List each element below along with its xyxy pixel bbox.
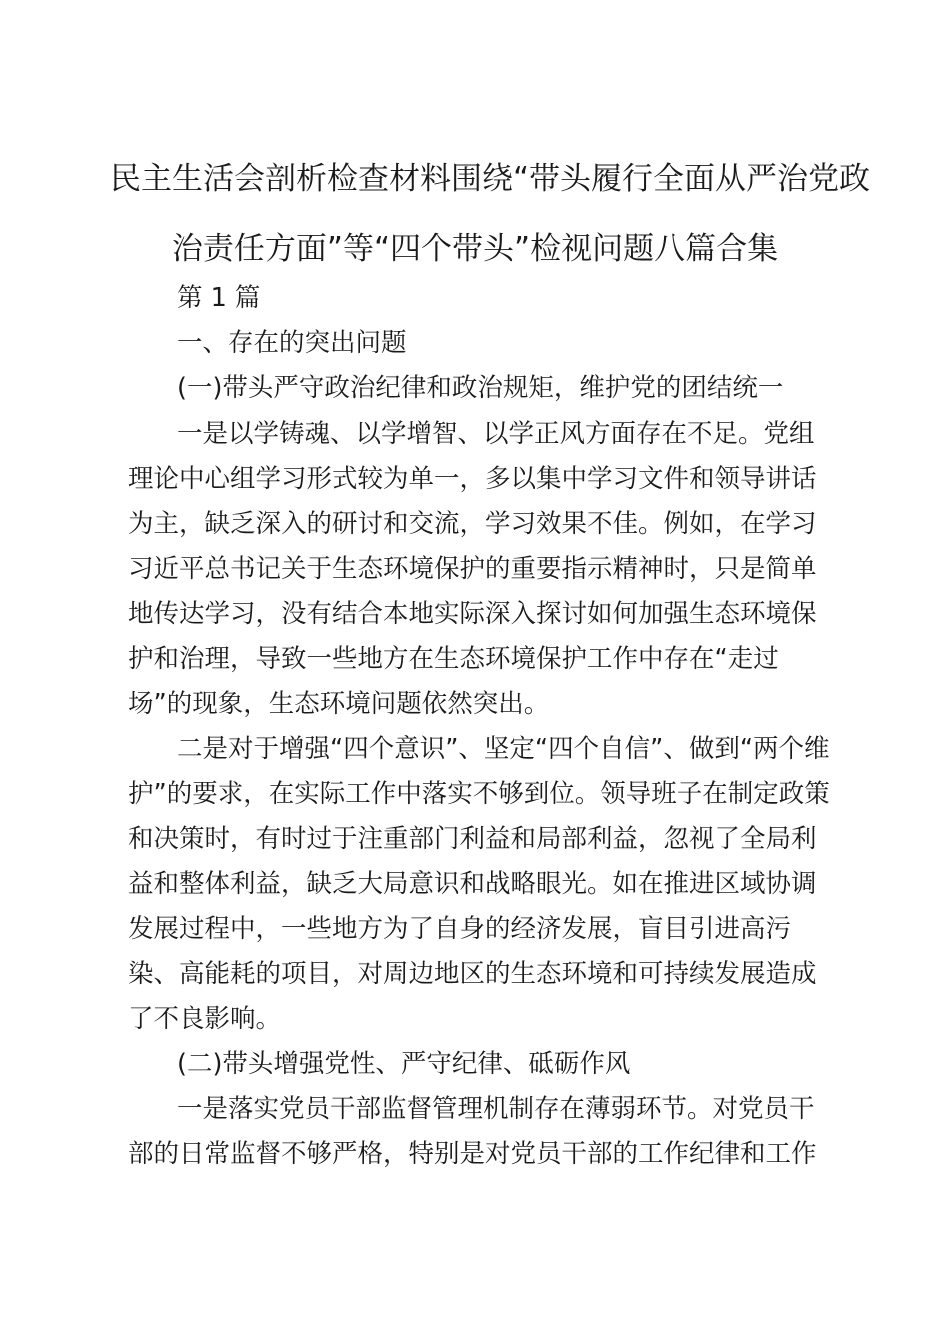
paragraph-line: 一是以学铸魂、以学增智、以学正风方面存在不足。党组 <box>177 419 815 449</box>
paragraph-line: 场”的现象，生态环境问题依然突出。 <box>128 689 550 719</box>
heading-level-2: (一)带头严守政治纪律和政治规矩，维护党的团结统一 <box>177 373 784 403</box>
heading-level-2: (二)带头增强党性、严守纪律、砥砺作风 <box>177 1049 631 1079</box>
paragraph-line: 护和治理，导致一些地方在生态环境保护工作中存在“走过 <box>128 644 779 674</box>
paragraph-line: 护”的要求，在实际工作中落实不够到位。领导班子在制定政策 <box>128 779 830 809</box>
paragraph-line: 和决策时，有时过于注重部门利益和局部利益，忽视了全局利 <box>128 824 817 854</box>
paragraph-line: 地传达学习，没有结合本地实际深入探讨如何加强生态环境保 <box>128 599 817 629</box>
paragraph-line: 理论中心组学习形式较为单一，多以集中学习文件和领导讲话 <box>128 464 817 494</box>
paragraph-line: 了不良影响。 <box>128 1004 282 1034</box>
paragraph-line: 益和整体利益，缺乏大局意识和战略眼光。如在推进区域协调 <box>128 869 817 899</box>
paragraph-line: 部的日常监督不够严格，特别是对党员干部的工作纪律和工作 <box>128 1139 817 1169</box>
section-number: 第 1 篇 <box>177 283 261 313</box>
heading-level-1: 一、存在的突出问题 <box>177 328 407 358</box>
paragraph-line: 一是落实党员干部监督管理机制存在薄弱环节。对党员干 <box>177 1094 815 1124</box>
paragraph-line: 二是对于增强“四个意识”、坚定“四个自信”、做到“两个维 <box>177 734 830 764</box>
document-title-line-1: 民主生活会剖析检查材料围绕“带头履行全面从严治党政 <box>110 161 871 197</box>
paragraph-line: 染、高能耗的项目，对周边地区的生态环境和可持续发展造成 <box>128 959 817 989</box>
paragraph-line: 发展过程中，一些地方为了自身的经济发展，盲目引进高污 <box>128 914 792 944</box>
document-title-line-2: 治责任方面”等“四个带头”检视问题八篇合集 <box>171 231 779 267</box>
paragraph-line: 为主，缺乏深入的研讨和交流，学习效果不佳。例如，在学习 <box>128 509 817 539</box>
paragraph-line: 习近平总书记关于生态环境保护的重要指示精神时，只是简单 <box>128 554 817 584</box>
